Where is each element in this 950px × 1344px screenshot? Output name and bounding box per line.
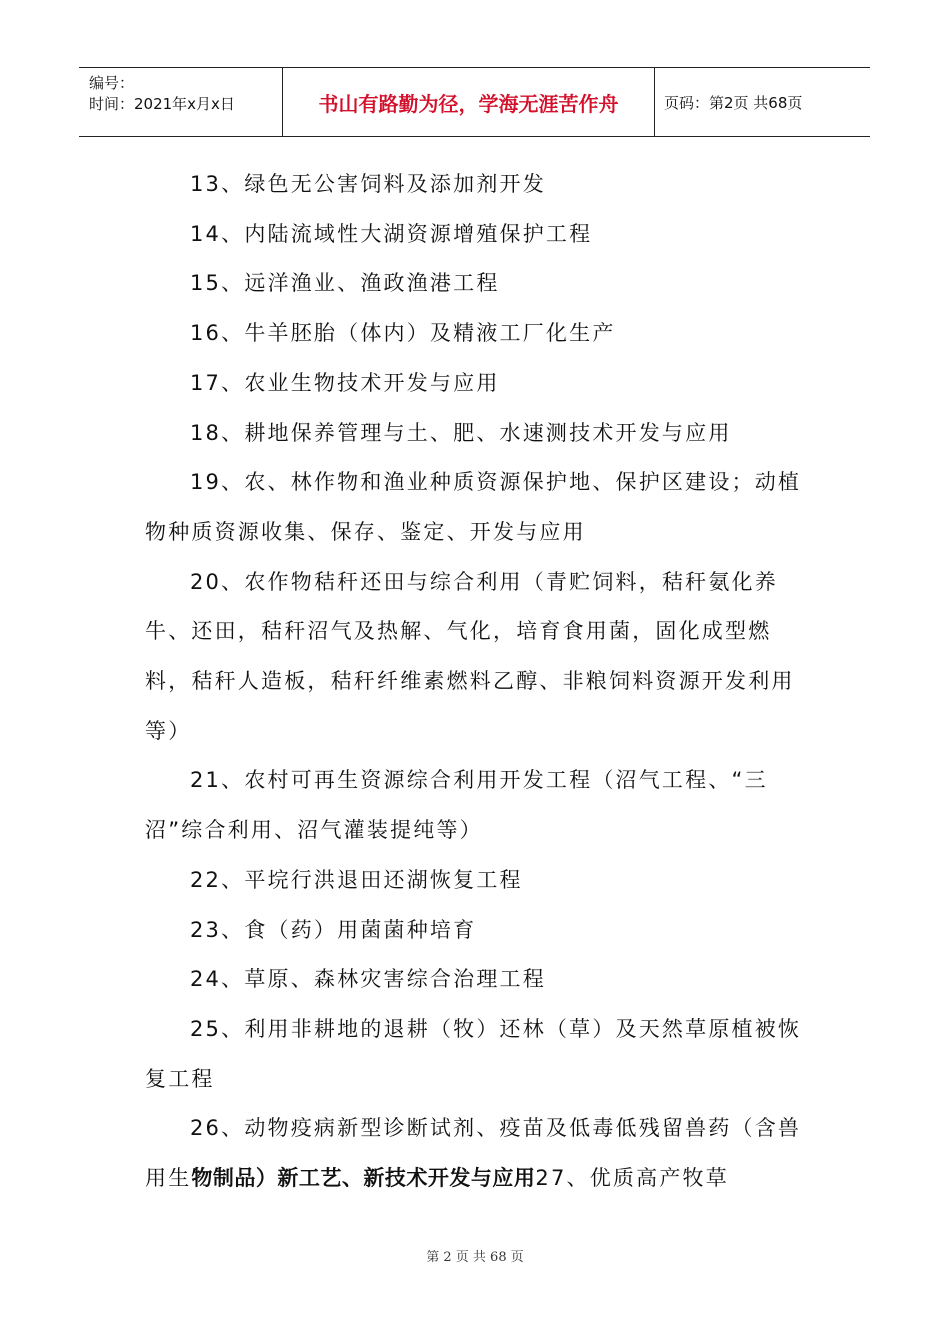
header-page-info: 页码：第2页 共68页 [664,93,803,112]
list-item: 21、农村可再生资源综合利用开发工程（沼气工程、“三沼”综合利用、沼气灌装提纯等） [145,768,768,843]
list-item: 17、农业生物技术开发与应用 [190,370,500,395]
list-item: 14、内陆流域性大湖资源增殖保护工程 [190,221,593,246]
list-item: 22、平垸行洪退田还湖恢复工程 [190,867,523,892]
page-footer: 第 2 页 共 68 页 [426,1250,524,1265]
list-item-mixed [145,1104,807,1203]
list-item: 23、食（药）用菌菌种培育 [190,917,477,942]
list-item: 20、农作物秸秆还田与综合利用（青贮饲料，秸秆氨化养牛、还田，秸秆沼气及热解、气化，培育食用菌，固化成型燃料，秸秆人造板，秸秆纤维素燃料乙醇、非粮饲料资源开发利用等） [145,569,795,743]
document-number-label: 编号： [89,74,135,92]
list-item: 18、耕地保养管理与土、肥、水速测技术开发与应用 [190,420,732,445]
list-item-text: 27、优质高产牧草 [535,1166,729,1191]
list-item: 24、草原、森林灾害综合治理工程 [190,967,546,992]
list-item: 15、远洋渔业、渔政渔港工程 [190,271,500,296]
list-item: 19、农、林作物和渔业种质资源保护地、保护区建设；动植物种质资源收集、保存、鉴定、开发与应用 [145,470,802,544]
list-item-bold-text: 物制品）新工艺、新技术开发与应用 [191,1166,536,1191]
header-motto: 书山有路勤为径，学海无涯苦作舟 [318,91,619,116]
list-item: 16、牛羊胚胎（体内）及精液工厂化生产 [190,321,616,346]
header-motto-cell [282,68,655,136]
page-header [79,67,870,137]
list-item-text: 26、动物疫病新型诊断试剂、疫苗及低毒低残留兽药（含兽用生 [145,1116,802,1191]
header-meta-cell [79,68,282,136]
list-item: 13、绿色无公害饲料及添加剂开发 [190,172,546,196]
document-date-label: 时间：2021年x月x日 [89,95,235,113]
header-page-cell [654,68,870,136]
document-body [145,160,807,1204]
list-item: 25、利用非耕地的退耕（牧）还林（草）及天然草原植被恢复工程 [145,1016,802,1091]
